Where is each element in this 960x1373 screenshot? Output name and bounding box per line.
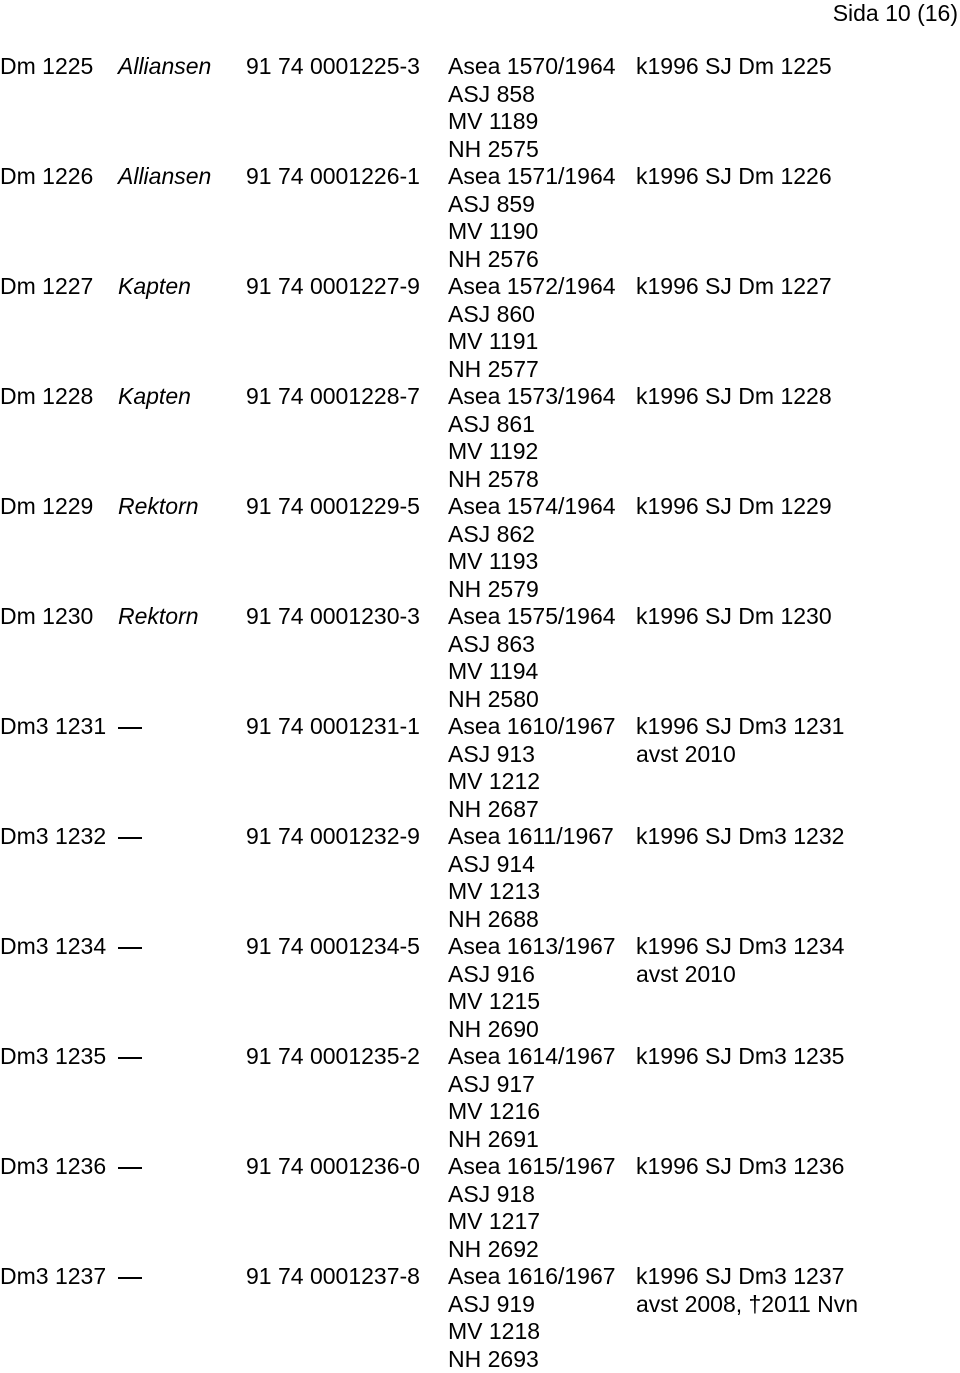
status-line: k1996 SJ Dm 1227 (636, 273, 832, 301)
build-line: ASJ 914 (448, 851, 614, 879)
unit-id: Dm 1225 (0, 53, 93, 81)
build-info (448, 823, 614, 933)
build-line: ASJ 916 (448, 961, 616, 989)
build-line: Asea 1570/1964 (448, 53, 616, 81)
list-item (0, 1153, 960, 1263)
build-line: NH 2688 (448, 906, 614, 934)
unit-id: Dm3 1234 (0, 933, 106, 961)
build-line: NH 2687 (448, 796, 616, 824)
list-item (0, 163, 960, 273)
unit-id: Dm 1228 (0, 383, 93, 411)
build-line: ASJ 918 (448, 1181, 616, 1209)
build-info (448, 163, 616, 273)
list-item (0, 273, 960, 383)
status-info (636, 713, 844, 768)
status-line: avst 2010 (636, 741, 844, 769)
build-line: MV 1213 (448, 878, 614, 906)
unit-number: 91 74 0001228-7 (246, 383, 420, 411)
status-info (636, 1263, 858, 1318)
build-line: Asea 1573/1964 (448, 383, 616, 411)
unit-number: 91 74 0001235-2 (246, 1043, 420, 1071)
status-info (636, 1043, 844, 1071)
unit-id: Dm3 1231 (0, 713, 106, 741)
build-line: Asea 1574/1964 (448, 493, 616, 521)
build-info (448, 383, 616, 493)
list-item (0, 933, 960, 1043)
build-line: Asea 1613/1967 (448, 933, 616, 961)
build-line: ASJ 862 (448, 521, 616, 549)
build-line: MV 1218 (448, 1318, 616, 1346)
unit-id: Dm 1226 (0, 163, 93, 191)
build-line: Asea 1611/1967 (448, 823, 614, 851)
unit-name: Kapten (118, 273, 191, 301)
build-line: NH 2576 (448, 246, 616, 274)
unit-id: Dm 1230 (0, 603, 93, 631)
locomotive-list (0, 53, 960, 1373)
list-item (0, 713, 960, 823)
unit-id: Dm3 1232 (0, 823, 106, 851)
build-line: ASJ 860 (448, 301, 616, 329)
build-info (448, 1153, 616, 1263)
build-info (448, 603, 616, 713)
status-line: k1996 SJ Dm 1226 (636, 163, 832, 191)
empty-name-dash (118, 1277, 142, 1279)
unit-number: 91 74 0001225-3 (246, 53, 420, 81)
build-line: NH 2691 (448, 1126, 616, 1154)
build-line: NH 2690 (448, 1016, 616, 1044)
unit-number: 91 74 0001229-5 (246, 493, 420, 521)
empty-name-dash (118, 1057, 142, 1059)
build-line: Asea 1615/1967 (448, 1153, 616, 1181)
list-item (0, 493, 960, 603)
unit-name: Rektorn (118, 603, 199, 631)
build-line: NH 2692 (448, 1236, 616, 1264)
build-line: Asea 1575/1964 (448, 603, 616, 631)
build-info (448, 1043, 616, 1153)
build-line: NH 2580 (448, 686, 616, 714)
build-line: Asea 1610/1967 (448, 713, 616, 741)
build-info (448, 493, 616, 603)
status-info (636, 603, 832, 631)
build-line: ASJ 861 (448, 411, 616, 439)
list-item (0, 53, 960, 163)
build-line: MV 1216 (448, 1098, 616, 1126)
unit-number: 91 74 0001231-1 (246, 713, 420, 741)
unit-name: Alliansen (118, 163, 211, 191)
build-line: Asea 1614/1967 (448, 1043, 616, 1071)
build-line: MV 1217 (448, 1208, 616, 1236)
build-line: MV 1191 (448, 328, 616, 356)
status-info (636, 493, 832, 521)
list-item (0, 1263, 960, 1373)
list-item (0, 383, 960, 493)
build-line: ASJ 913 (448, 741, 616, 769)
status-line: avst 2010 (636, 961, 844, 989)
build-info (448, 53, 616, 163)
unit-id: Dm 1227 (0, 273, 93, 301)
unit-name: Rektorn (118, 493, 199, 521)
build-line: Asea 1571/1964 (448, 163, 616, 191)
status-line: k1996 SJ Dm3 1235 (636, 1043, 844, 1071)
build-line: ASJ 863 (448, 631, 616, 659)
unit-name: Alliansen (118, 53, 211, 81)
list-item (0, 603, 960, 713)
unit-name: Kapten (118, 383, 191, 411)
build-line: MV 1194 (448, 658, 616, 686)
status-line: k1996 SJ Dm 1228 (636, 383, 832, 411)
status-line: k1996 SJ Dm 1230 (636, 603, 832, 631)
status-info (636, 933, 844, 988)
unit-number: 91 74 0001236-0 (246, 1153, 420, 1181)
build-line: MV 1215 (448, 988, 616, 1016)
build-line: ASJ 919 (448, 1291, 616, 1319)
status-line: k1996 SJ Dm 1225 (636, 53, 832, 81)
empty-name-dash (118, 947, 142, 949)
build-line: MV 1193 (448, 548, 616, 576)
unit-number: 91 74 0001227-9 (246, 273, 420, 301)
unit-id: Dm3 1236 (0, 1153, 106, 1181)
build-line: ASJ 858 (448, 81, 616, 109)
build-line: MV 1192 (448, 438, 616, 466)
status-info (636, 273, 832, 301)
build-line: NH 2579 (448, 576, 616, 604)
build-line: MV 1189 (448, 108, 616, 136)
build-line: NH 2575 (448, 136, 616, 164)
status-info (636, 1153, 844, 1181)
status-line: k1996 SJ Dm3 1232 (636, 823, 844, 851)
build-line: Asea 1572/1964 (448, 273, 616, 301)
status-info (636, 53, 832, 81)
status-line: k1996 SJ Dm3 1236 (636, 1153, 844, 1181)
unit-number: 91 74 0001232-9 (246, 823, 420, 851)
unit-number: 91 74 0001230-3 (246, 603, 420, 631)
list-item (0, 823, 960, 933)
build-line: NH 2577 (448, 356, 616, 384)
build-info (448, 713, 616, 823)
build-line: MV 1212 (448, 768, 616, 796)
status-line: k1996 SJ Dm 1229 (636, 493, 832, 521)
status-info (636, 163, 832, 191)
build-line: ASJ 859 (448, 191, 616, 219)
status-info (636, 823, 844, 851)
status-info (636, 383, 832, 411)
status-line: k1996 SJ Dm3 1237 (636, 1263, 858, 1291)
build-line: NH 2693 (448, 1346, 616, 1373)
unit-id: Dm3 1235 (0, 1043, 106, 1071)
build-line: MV 1190 (448, 218, 616, 246)
empty-name-dash (118, 1167, 142, 1169)
build-line: Asea 1616/1967 (448, 1263, 616, 1291)
unit-id: Dm3 1237 (0, 1263, 106, 1291)
unit-number: 91 74 0001226-1 (246, 163, 420, 191)
build-info (448, 1263, 616, 1373)
empty-name-dash (118, 727, 142, 729)
status-line: avst 2008, †2011 Nvn (636, 1291, 858, 1319)
status-line: k1996 SJ Dm3 1234 (636, 933, 844, 961)
empty-name-dash (118, 837, 142, 839)
build-info (448, 933, 616, 1043)
build-info (448, 273, 616, 383)
list-item (0, 1043, 960, 1153)
page-number: Sida 10 (16) (833, 0, 958, 28)
build-line: ASJ 917 (448, 1071, 616, 1099)
unit-number: 91 74 0001237-8 (246, 1263, 420, 1291)
unit-id: Dm 1229 (0, 493, 93, 521)
status-line: k1996 SJ Dm3 1231 (636, 713, 844, 741)
unit-number: 91 74 0001234-5 (246, 933, 420, 961)
build-line: NH 2578 (448, 466, 616, 494)
